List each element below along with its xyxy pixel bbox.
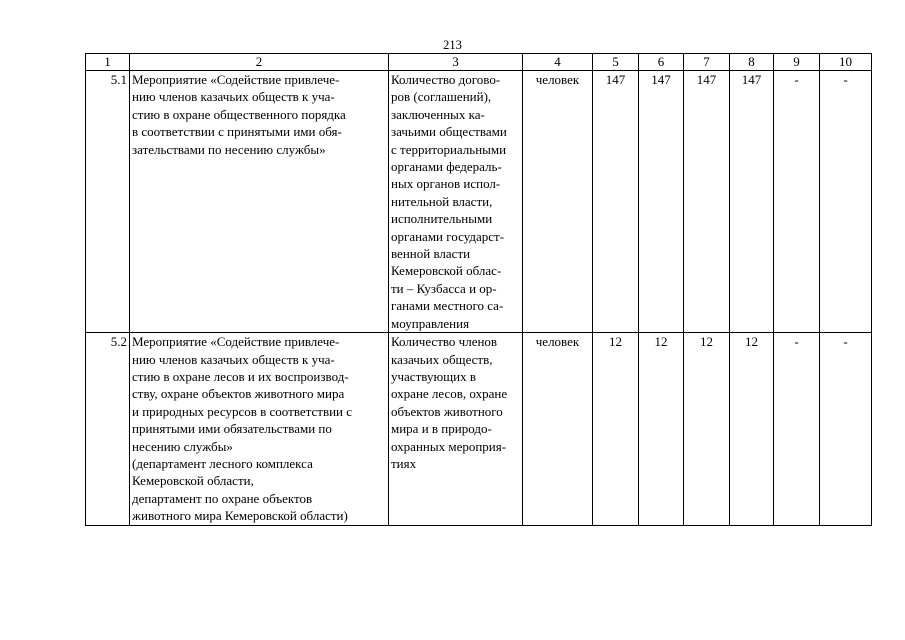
header-cell: 3 [389, 54, 523, 71]
indicator-line: Количество членов [391, 334, 498, 350]
measure-line: Кемеровской области, [132, 473, 254, 489]
value-cell: 147 [593, 71, 639, 333]
measure-cell [130, 71, 389, 333]
value-cell: 147 [684, 71, 730, 333]
measure-line: Мероприятие «Содействие привлече- [132, 72, 340, 87]
measure-line: стию в охране общественного порядка [132, 106, 346, 122]
indicator-line: охране лесов, охране [391, 386, 508, 402]
indicator-line: мира и в природо- [391, 421, 492, 437]
indicator-line: заключенных ка- [391, 106, 485, 122]
header-cell: 7 [684, 54, 730, 71]
indicator-line: с территориальными [391, 141, 507, 157]
indicator-cell [389, 71, 523, 333]
indicator-line: органами государст- [391, 228, 505, 244]
measure-line: ству, охране объектов животного мира [132, 386, 345, 402]
page-number: 213 [443, 38, 462, 52]
value-cell: 147 [730, 71, 774, 333]
measure-line: стию в охране лесов и их воспроизвод- [132, 368, 349, 384]
value-cell: - [774, 333, 820, 525]
indicator-line: ров (соглашений), [391, 89, 492, 105]
indicator-line: ти – Кузбасса и ор- [391, 280, 497, 296]
measure-line: несению службы» [132, 438, 233, 454]
header-cell: 4 [523, 54, 593, 71]
value-cell: - [820, 71, 872, 333]
indicator-line: ных органов испол- [391, 176, 501, 192]
indicator-line: тиях [391, 455, 417, 471]
header-cell: 9 [774, 54, 820, 71]
indicator-line: венной власти [391, 246, 471, 262]
indicator-line: Кемеровской облас- [391, 263, 502, 279]
header-cell: 8 [730, 54, 774, 71]
header-cell: 5 [593, 54, 639, 71]
header-cell: 10 [820, 54, 872, 71]
indicator-line: исполнительными [391, 211, 493, 227]
row-number: 5.2 [86, 333, 130, 525]
indicator-line: охранных мероприя- [391, 438, 507, 454]
measure-line: нию членов казачьих обществ к уча- [132, 351, 335, 367]
table-row [86, 71, 872, 333]
indicator-line: ганами местного са- [391, 298, 504, 314]
value-cell: 12 [639, 333, 684, 525]
measure-line: животного мира Кемеровской области) [132, 508, 348, 524]
value-cell: 12 [730, 333, 774, 525]
header-cell: 2 [130, 54, 389, 71]
value-cell: 12 [684, 333, 730, 525]
indicator-line: Количество догово- [391, 72, 501, 87]
indicator-line: нительной власти, [391, 193, 493, 209]
measure-line: департамент по охране объектов [132, 490, 313, 506]
indicator-line: органами федераль- [391, 159, 502, 175]
indicators-table [85, 53, 872, 526]
measure-line: принятыми ими обязательствами по [132, 421, 332, 437]
value-cell: - [774, 71, 820, 333]
header-cell: 1 [86, 54, 130, 71]
measure-line: нию членов казачьих обществ к уча- [132, 89, 335, 105]
unit-cell: человек [523, 71, 593, 333]
measure-cell [130, 333, 389, 525]
measure-line: (департамент лесного комплекса [132, 455, 313, 471]
header-row [86, 54, 872, 71]
header-cell: 6 [639, 54, 684, 71]
indicator-line: моуправления [391, 315, 470, 331]
value-cell: 147 [639, 71, 684, 333]
measure-line: и природных ресурсов в соответствии с [132, 403, 353, 419]
measure-line: Мероприятие «Содействие привлече- [132, 334, 340, 350]
indicator-line: участвующих в [391, 368, 477, 384]
measure-line: зательствами по несению службы» [132, 141, 326, 157]
indicator-line: объектов животного [391, 403, 503, 419]
indicator-cell [389, 333, 523, 525]
table-row [86, 333, 872, 525]
value-cell: 12 [593, 333, 639, 525]
unit-cell: человек [523, 333, 593, 525]
value-cell: - [820, 333, 872, 525]
row-number: 5.1 [86, 71, 130, 333]
indicator-line: зачьими обществами [391, 124, 507, 140]
measure-line: в соответствии с принятыми ими обя- [132, 124, 342, 140]
indicator-line: казачьих обществ, [391, 351, 493, 367]
